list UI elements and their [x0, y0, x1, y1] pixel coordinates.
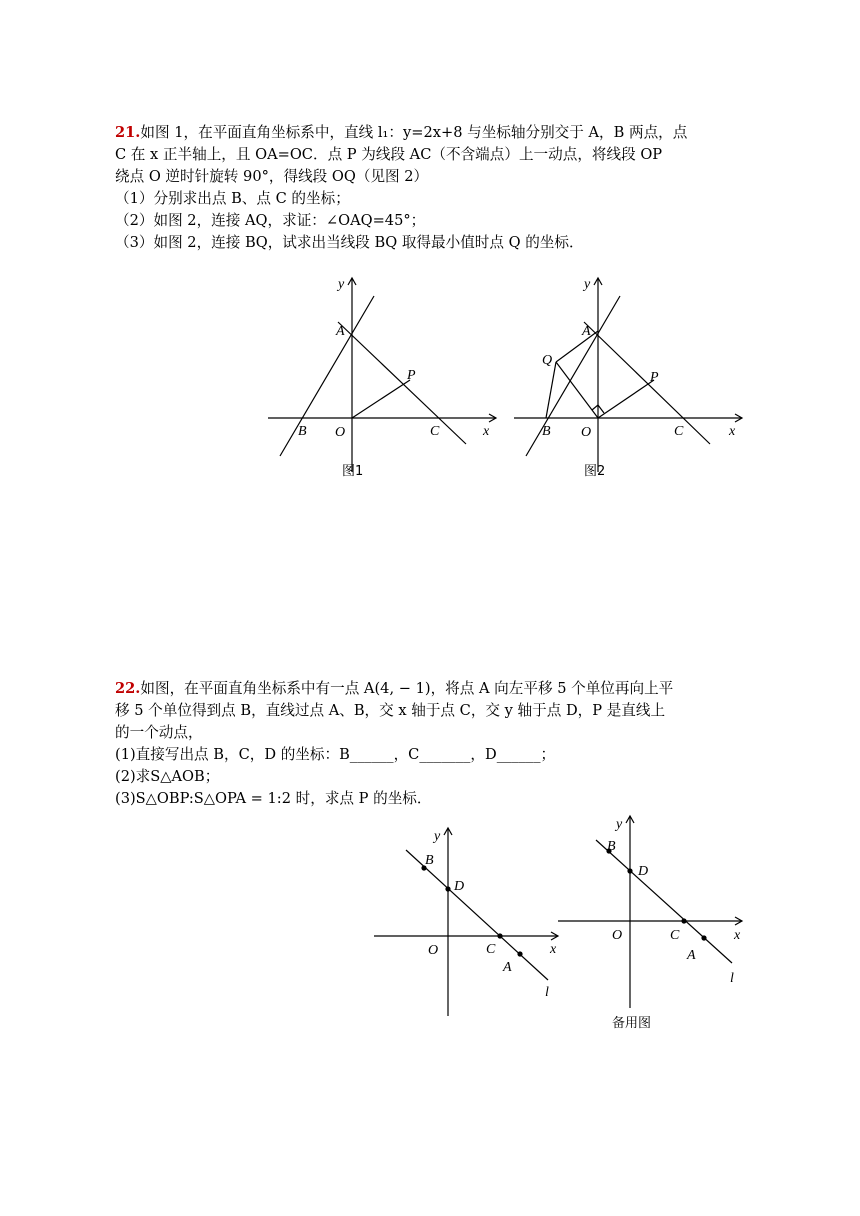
point-b-label: B: [425, 853, 434, 868]
point-o-label: O: [612, 928, 623, 943]
point-c-label: C: [430, 424, 440, 439]
point-c: [497, 933, 502, 938]
point-b-label: B: [542, 424, 551, 439]
y-label: y: [338, 277, 345, 292]
q21-sub3: （3）如图 2，连接 BQ，试求出当线段 BQ 取得最小值时点 Q 的坐标．: [115, 234, 584, 251]
point-c-label: C: [674, 424, 684, 439]
q22-line3: 的一个动点，: [115, 724, 203, 741]
point-a-label: A: [336, 324, 345, 339]
point-d-label: D: [638, 864, 649, 879]
x-label: x: [483, 424, 490, 439]
q21-line1: 21.如图 1，在平面直角坐标系中，直线 l₁：y=2x+8 与坐标轴分别交于 A，B 两点，点: [115, 124, 688, 141]
segment-aq: [556, 331, 598, 362]
line-l-label: l: [545, 985, 549, 1000]
q21-line3: 绕点 O 逆时针旋转 90°，得线段 OQ（见图 2）: [115, 168, 429, 185]
point-d-label: D: [454, 879, 465, 894]
point-o-label: O: [581, 425, 592, 440]
line-l1: [280, 296, 374, 456]
question-22: [115, 678, 755, 810]
point-b-label: B: [607, 839, 616, 854]
point-o-label: O: [428, 943, 439, 958]
line-l: [406, 850, 548, 980]
point-a: [701, 935, 706, 940]
segment-op: [352, 380, 410, 418]
point-a-label: A: [503, 960, 512, 975]
y-label: y: [616, 817, 623, 832]
line-ac: [584, 322, 710, 444]
q21-sub2: （2）如图 2，连接 AQ，求证：∠OAQ=45°；: [115, 212, 426, 229]
q21-sub1: （1）分别求出点 B、点 C 的坐标；: [115, 190, 350, 207]
point-a: [517, 951, 522, 956]
q22-line1: 22.如图，在平面直角坐标系中有一点 A(4, − 1)，将点 A 向左平移 5 个单位再向上平: [115, 680, 674, 697]
point-d: [627, 868, 632, 873]
q22-line2: 移 5 个单位得到点 B，直线过点 A、B，交 x 轴于点 C，交 y 轴于点 D，P 是直线上: [115, 702, 666, 719]
x-label: x: [550, 942, 557, 957]
point-c-label: C: [486, 942, 496, 957]
q21-number: 21.: [115, 124, 141, 141]
line-l: [596, 840, 732, 963]
q22-sub2: (2)求S△AOB；: [115, 768, 220, 785]
q21-figure-2: [512, 272, 752, 482]
figure-caption: 图2: [584, 464, 606, 479]
y-label: y: [584, 277, 591, 292]
point-a-label: A: [687, 948, 696, 963]
q21-line2: C 在 x 正半轴上，且 OA=OC．点 P 为线段 AC（不含端点）上一动点，将线段 OP: [115, 146, 663, 163]
segment-bq: [546, 362, 556, 418]
q22-sub3: (3)S△OBP:S△OPA = 1:2 时，求点 P 的坐标．: [115, 790, 432, 807]
line-ac: [338, 322, 466, 444]
segment-op: [598, 380, 654, 418]
q22-sub1: (1)直接写出点 B，C，D 的坐标：B______，C_______，D______；: [115, 746, 556, 763]
question-21: [115, 122, 755, 254]
x-label: x: [734, 928, 741, 943]
x-label: x: [729, 424, 736, 439]
point-c: [681, 918, 686, 923]
line-l-label: l: [730, 971, 734, 986]
point-d: [445, 886, 450, 891]
y-label: y: [434, 829, 441, 844]
point-p-label: P: [407, 368, 416, 383]
q21-figure-1: [268, 272, 504, 482]
point-p-label: P: [650, 370, 659, 385]
figure-caption: 图1: [342, 464, 364, 479]
point-b-label: B: [298, 424, 307, 439]
point-q-label: Q: [542, 353, 553, 368]
figure-caption: 备用图: [612, 1016, 652, 1031]
line-l1: [526, 296, 620, 456]
q22-number: 22.: [115, 680, 141, 697]
point-o-label: O: [335, 425, 346, 440]
point-a-label: A: [582, 324, 591, 339]
point-c-label: C: [670, 928, 680, 943]
q22-figure-1: [372, 824, 572, 1020]
q22-figure-2: [556, 812, 756, 1034]
